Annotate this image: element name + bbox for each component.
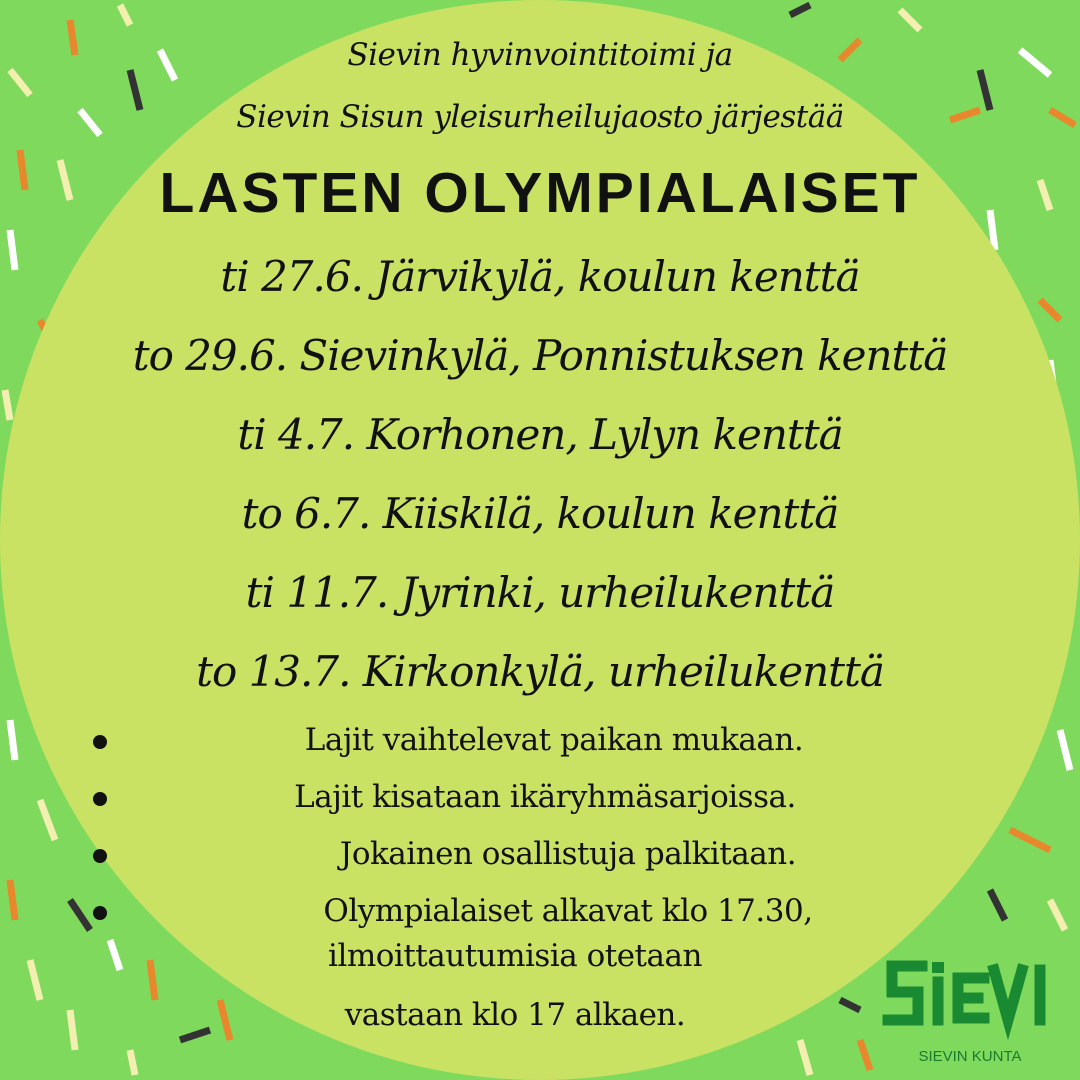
info-item	[0, 883, 1080, 940]
sievi-logo	[880, 948, 1060, 1063]
intro-line-1: Sievin hyvinvointitoimi ja	[347, 37, 733, 73]
info-item	[0, 826, 1080, 883]
bullet-icon	[93, 906, 107, 920]
logo-caption: SIEVIN KUNTA	[918, 1048, 1022, 1065]
info-item	[0, 712, 1080, 769]
sievi-logo-icon	[880, 948, 1060, 1048]
event-item: to 13.7. Kirkonkylä, urheilukenttä	[196, 647, 884, 696]
info-item-text: Lajit vaihtelevat paikan mukaan.	[304, 722, 804, 758]
info-item-text: Jokainen osallistuja palkitaan.	[339, 836, 797, 872]
info-continuation-2: vastaan klo 17 alkaen.	[344, 997, 686, 1033]
info-continuation-1: ilmoittautumisia otetaan	[328, 938, 702, 974]
info-item	[0, 769, 1080, 826]
poster-title: LASTEN OLYMPIALAISET	[159, 161, 921, 225]
info-list	[0, 712, 1080, 940]
bullet-icon	[93, 849, 107, 863]
bullet-icon	[93, 735, 107, 749]
info-item-text: Olympialaiset alkavat klo 17.30,	[323, 893, 813, 929]
event-item: ti 11.7. Jyrinki, urheilukenttä	[245, 568, 835, 617]
event-item: to 29.6. Sievinkylä, Ponnistuksen kenttä	[132, 331, 948, 380]
bullet-icon	[93, 792, 107, 806]
info-item-text: Lajit kisataan ikäryhmäsarjoissa.	[294, 779, 796, 815]
intro-line-2: Sievin Sisun yleisurheilujaosto järjestää	[236, 99, 844, 135]
event-schedule	[0, 244, 1080, 718]
event-item: ti 4.7. Korhonen, Lylyn kenttä	[237, 410, 843, 459]
event-item: to 6.7. Kiiskilä, koulun kenttä	[241, 489, 839, 538]
event-item: ti 27.6. Järvikylä, koulun kenttä	[220, 252, 860, 301]
